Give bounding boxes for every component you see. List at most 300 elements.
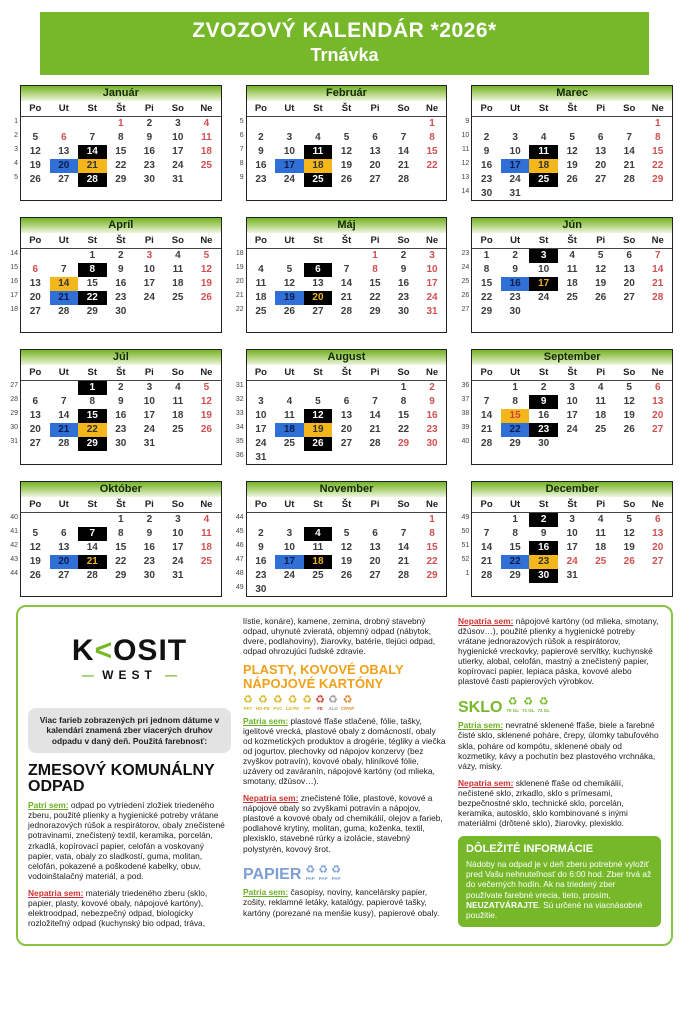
nepatria-sem-label: Nepatria sem: [28, 887, 84, 898]
sklo-recycle-icon [537, 697, 550, 714]
week-row [21, 569, 221, 583]
week-row [21, 555, 221, 569]
day-cell: 17 [426, 278, 438, 289]
week-row [21, 145, 221, 159]
recycle-code-label: PAP [318, 875, 328, 881]
day-cell: 23 [143, 556, 155, 567]
day-cell: 19 [595, 278, 607, 289]
weekday-label: Ne [651, 103, 664, 114]
month-december [459, 481, 673, 597]
day-cell: 10 [172, 132, 184, 143]
day-cell: 2 [483, 132, 490, 143]
day-cell: 28 [58, 438, 70, 449]
day-cell: 16 [143, 542, 155, 553]
day-cell: 13 [595, 146, 607, 157]
papier-nepatri-text: nápojové kartóny (od mlieka, smotany, džúsov…), použité plienky a hygienické potreby vrátane jednorazových rúšok a respirátorov, hygienické vreckovky, papierové servítky, kuchynské utierky, alobal, celofán, mastný a znečistený papier, kopírovací papier, lepiaca páska, kovové alebo plastové časti papierových výrobkov. [458, 616, 659, 687]
day-cell: 14 [86, 542, 98, 553]
day-cell: 9 [146, 528, 153, 539]
day-cell: 5 [343, 528, 350, 539]
day-cell: 12 [29, 146, 41, 157]
day-cell: 5 [32, 528, 39, 539]
kosit-logo [28, 636, 231, 682]
week-number: 39 [461, 424, 470, 431]
plasty-recycle-icon [328, 695, 338, 712]
day-cell: 7 [60, 264, 67, 275]
papier-patri-text: časopisy, noviny, kancelársky papier, zošity, reklamné letáky, katalógy, papierové tašky, kartóny (porezané na menšie kusy), papierové obaly. [243, 887, 440, 918]
month-title: Júl [21, 350, 221, 365]
day-cell: 14 [78, 145, 107, 159]
weekday-label: Ne [200, 499, 213, 510]
day-cell: 23 [481, 174, 493, 185]
nepatria-sem-label: Nepatria sem: [458, 616, 514, 626]
week-row [472, 395, 672, 409]
weekday-label: Pi [370, 103, 380, 114]
day-cell: 3 [146, 382, 153, 393]
weekday-label: Pi [596, 367, 606, 378]
day-cell: 18 [275, 423, 304, 437]
month-title: December [472, 482, 672, 497]
day-cell: 30 [529, 569, 558, 583]
day-cell: 4 [597, 514, 604, 525]
week-number: 38 [461, 410, 470, 417]
day-cell [192, 437, 221, 451]
day-cell: 6 [32, 396, 39, 407]
day-cell: 12 [623, 528, 635, 539]
week-row [472, 527, 672, 541]
weekday-label: Ne [425, 235, 439, 246]
day-cell [21, 249, 50, 263]
day-cell: 3 [429, 250, 435, 261]
day-cell: 22 [426, 160, 438, 171]
day-cell [615, 187, 644, 201]
week-number-column [234, 217, 246, 333]
day-cell: 10 [283, 146, 295, 157]
day-cell: 11 [312, 542, 324, 553]
weekday-header-row [247, 497, 447, 513]
day-cell: 20 [29, 292, 41, 303]
day-cell [586, 117, 615, 131]
day-cell: 21 [78, 159, 107, 173]
day-cell: 2 [429, 382, 435, 393]
day-cell: 26 [283, 306, 295, 317]
week-number: 18 [235, 250, 244, 257]
sklo-recycle-icon [522, 697, 535, 714]
section-title-komunal: ZMESOVÝ KOMUNÁLNY ODPAD [28, 761, 215, 796]
day-cell: 28 [481, 570, 493, 581]
day-cell: 31 [172, 570, 184, 581]
day-cell: 14 [58, 410, 70, 421]
week-number: 28 [10, 396, 18, 403]
weekday-label: Pi [144, 103, 154, 114]
month-september [459, 349, 673, 465]
day-cell: 31 [143, 438, 155, 449]
day-cell: 20 [652, 542, 664, 553]
sklo-recycle-icons [506, 697, 553, 714]
logo-dash-icon: — [81, 668, 94, 682]
week-row [21, 409, 221, 423]
day-cell: 4 [203, 514, 210, 525]
day-cell: 4 [175, 382, 181, 393]
day-cell: 6 [304, 263, 333, 277]
day-cell: 27 [58, 570, 70, 581]
week-row [247, 249, 447, 263]
day-cell: 6 [343, 396, 350, 407]
day-cell: 6 [626, 250, 632, 261]
day-cell: 26 [200, 424, 212, 435]
day-cell: 29 [369, 306, 381, 317]
weekday-label: Po [29, 499, 42, 510]
day-cell: 23 [397, 292, 410, 303]
day-cell: 7 [60, 396, 67, 407]
day-cell: 27 [369, 570, 381, 581]
weekday-label: St [87, 235, 98, 246]
day-cell: 1 [118, 118, 124, 129]
weekday-label: St [87, 367, 98, 378]
day-cell: 24 [509, 174, 521, 185]
day-cell: 27 [652, 556, 664, 567]
day-cell: 9 [118, 264, 124, 275]
weekday-label: Po [480, 103, 493, 114]
month-november [234, 481, 448, 597]
week-number: 5 [14, 174, 18, 181]
week-number-column [459, 85, 471, 201]
day-cell [21, 513, 50, 527]
recycle-code-label: FE [317, 705, 323, 711]
day-cell: 26 [623, 424, 635, 435]
day-cell: 27 [652, 424, 664, 435]
day-cell: 27 [369, 174, 381, 185]
weekday-label: St [87, 103, 98, 114]
day-cell: 4 [569, 250, 575, 261]
day-cell: 24 [426, 292, 438, 303]
weekday-label: Ut [58, 367, 69, 378]
patri-sem-label: Patrí sem: [28, 800, 69, 811]
day-cell: 10 [509, 146, 521, 157]
day-cell: 25 [312, 570, 324, 581]
day-cell: 10 [255, 410, 267, 421]
day-cell: 2 [146, 118, 153, 129]
day-cell [275, 451, 304, 465]
day-cell: 29 [78, 437, 107, 451]
plasty-patri-paragraph [243, 716, 446, 787]
nepatria-sem-label: Nepatria sem: [458, 777, 514, 788]
day-cell: 25 [172, 292, 184, 303]
day-cell: 1 [89, 250, 96, 261]
day-cell [247, 249, 276, 263]
day-cell: 8 [512, 396, 518, 407]
day-cell: 8 [654, 132, 661, 143]
day-cell: 29 [509, 438, 521, 449]
week-number: 13 [461, 174, 470, 181]
day-cell: 17 [566, 542, 578, 553]
week-number: 9 [465, 118, 470, 125]
weekday-label: St [87, 499, 98, 510]
day-cell: 3 [569, 514, 575, 525]
day-cell: 19 [623, 542, 635, 553]
week-number: 40 [461, 438, 470, 445]
month-box [246, 481, 448, 597]
day-cell: 2 [258, 528, 264, 539]
week-row [21, 291, 221, 305]
month-title: Máj [247, 218, 447, 233]
weekday-label: Po [254, 235, 267, 246]
day-cell: 1 [429, 118, 435, 129]
day-cell [304, 583, 333, 597]
plasty-nepatri-text: znečistené fólie, plastové, kovové a nápojové obaly so zvyškami potravín a nápojov, plastové a kovové obaly od chemikálií, olejov a farieb, podlahové krytiny, molitan, guma, koženka, textil, plexisklo, stavebné rúrky a izolácie, stavebný polystyrén, kovový šrot. [243, 793, 443, 854]
day-cell: 1 [654, 118, 661, 129]
day-cell: 29 [86, 306, 98, 317]
day-cell [558, 305, 587, 319]
multi-color-note: Viac farieb zobrazených pri jednom dátume v kalendári znamená zber viacerých druhov odpadu v daný deň. Použitá farebnosť: [28, 708, 231, 752]
day-cell: 25 [529, 173, 558, 187]
day-cell: 12 [29, 542, 41, 553]
day-cell: 19 [340, 160, 353, 171]
weekday-label: Ut [510, 367, 521, 378]
day-cell: 12 [340, 542, 353, 553]
weekday-label: Ut [510, 235, 521, 246]
day-cell: 23 [143, 160, 155, 171]
important-info-title: DÔLEŽITÉ INFORMÁCIE [466, 843, 594, 856]
plasty-recycle-icons [243, 695, 446, 712]
day-cell: 25 [304, 173, 333, 187]
weekday-label: Po [480, 499, 493, 510]
komunal-nepatri-continued: lístie, konáre), kamene, zemina, drobný stavebný odpad, uhynuté zvieratá, objemný odpad (nábytok, dvere, podlahoviny), žiarovky, batérie, tlejúci odpad, odpad ohrozujúci ľudské zdravie. [243, 616, 436, 657]
day-cell: 25 [595, 424, 607, 435]
recycle-triangle-icon: ♻ [287, 693, 298, 706]
day-cell: 18 [595, 410, 607, 421]
day-cell: 29 [115, 174, 127, 185]
weekday-label: St [313, 103, 323, 114]
day-cell: 18 [255, 292, 267, 303]
day-cell: 15 [78, 409, 107, 423]
day-cell: 25 [200, 556, 212, 567]
day-cell: 26 [29, 570, 41, 581]
week-number-column [234, 85, 246, 201]
info-column-2 [243, 616, 446, 935]
day-cell: 8 [78, 263, 107, 277]
day-cell: 15 [86, 278, 98, 289]
day-cell: 11 [172, 264, 184, 275]
day-cell: 7 [626, 132, 632, 143]
day-cell: 1 [78, 381, 107, 395]
week-row [472, 263, 672, 277]
day-cell [472, 117, 501, 131]
section-title-papier: PAPIER [243, 865, 302, 883]
day-cell: 25 [200, 160, 212, 171]
day-cell: 7 [372, 396, 378, 407]
week-row [247, 145, 447, 159]
weekday-label: St [538, 499, 549, 510]
weekday-label: So [397, 367, 410, 378]
day-cell: 23 [509, 292, 521, 303]
day-cell: 17 [501, 159, 530, 173]
day-cell: 30 [115, 306, 127, 317]
week-number: 49 [461, 514, 470, 521]
day-cell: 26 [340, 570, 353, 581]
day-cell: 7 [483, 528, 490, 539]
day-cell: 1 [372, 250, 378, 261]
recycle-code-label: 70 GL [506, 708, 519, 714]
day-cell: 13 [369, 146, 381, 157]
day-cell: 21 [481, 424, 493, 435]
weekday-label: So [171, 499, 184, 510]
week-number-column [8, 349, 20, 465]
day-cell [332, 381, 361, 395]
recycle-triangle-icon: ♻ [507, 696, 518, 709]
day-cell: 4 [315, 132, 321, 143]
day-cell: 11 [595, 528, 606, 539]
week-number: 52 [461, 556, 470, 563]
day-cell: 3 [175, 118, 181, 129]
weekday-label: Št [567, 499, 577, 510]
logo-text-left: K [71, 634, 95, 667]
day-cell: 6 [372, 528, 378, 539]
day-cell: 28 [369, 438, 381, 449]
day-cell: 28 [623, 174, 635, 185]
day-cell: 22 [397, 424, 410, 435]
weekday-label: St [313, 367, 323, 378]
patri-sem-label: Patria sem: [243, 887, 289, 898]
week-row [472, 159, 672, 173]
day-cell: 17 [255, 424, 267, 435]
day-cell: 21 [652, 278, 664, 289]
day-cell: 15 [426, 146, 438, 157]
day-cell: 20 [50, 555, 79, 569]
day-cell: 18 [200, 146, 212, 157]
weekday-header-row [247, 101, 447, 117]
weekday-label: So [397, 235, 410, 246]
day-cell: 6 [654, 382, 661, 393]
day-cell: 8 [429, 528, 435, 539]
recycle-code-label: PAP [305, 875, 315, 881]
day-cell: 26 [29, 174, 41, 185]
day-cell: 17 [275, 555, 304, 569]
day-cell: 20 [340, 424, 353, 435]
weekday-label: Št [341, 235, 352, 246]
day-cell: 16 [426, 410, 438, 421]
day-cell: 31 [509, 188, 521, 199]
month-title: Apríl [21, 218, 221, 233]
week-number: 15 [10, 264, 18, 271]
week-number: 6 [239, 132, 244, 139]
month-február [234, 85, 448, 201]
month-box [246, 349, 448, 465]
week-row [247, 381, 447, 395]
week-number: 4 [14, 160, 18, 167]
week-row [247, 437, 447, 451]
day-cell: 29 [481, 306, 493, 317]
weekday-label: So [397, 103, 410, 114]
week-number: 14 [10, 250, 18, 257]
day-cell: 28 [397, 570, 410, 581]
day-cell: 16 [538, 410, 550, 421]
week-number: 31 [235, 382, 244, 389]
week-row [21, 173, 221, 187]
week-row [247, 291, 447, 305]
day-cell: 28 [652, 292, 664, 303]
day-cell [192, 569, 221, 583]
recycle-triangle-icon: ♻ [538, 696, 549, 709]
day-cell [332, 513, 361, 527]
week-number: 23 [461, 250, 470, 257]
week-row [247, 513, 447, 527]
patri-sem-label: Patria sem: [458, 720, 504, 731]
day-cell: 27 [623, 292, 635, 303]
day-cell: 1 [118, 514, 124, 525]
day-cell: 4 [540, 132, 547, 143]
plasty-recycle-icon [243, 695, 253, 712]
day-cell: 2 [400, 250, 407, 261]
day-cell [361, 381, 390, 395]
week-number: 19 [235, 264, 244, 271]
day-cell: 23 [529, 555, 558, 569]
day-cell: 15 [115, 146, 127, 157]
day-cell: 31 [426, 306, 438, 317]
month-title: Marec [472, 86, 672, 101]
day-cell: 28 [397, 174, 410, 185]
day-cell: 14 [481, 410, 493, 421]
day-cell: 10 [566, 528, 578, 539]
week-row [247, 263, 447, 277]
week-number: 50 [461, 528, 470, 535]
week-row [472, 541, 672, 555]
day-cell [643, 187, 672, 201]
day-cell: 23 [255, 570, 267, 581]
day-cell: 10 [172, 528, 184, 539]
day-cell: 5 [32, 132, 39, 143]
recycle-triangle-icon: ♻ [342, 693, 353, 706]
day-cell: 15 [652, 146, 664, 157]
day-cell: 28 [78, 173, 107, 187]
day-cell: 4 [597, 382, 604, 393]
day-cell [529, 117, 558, 131]
weekday-label: Po [29, 367, 42, 378]
day-cell [615, 437, 644, 451]
month-marec [459, 85, 673, 201]
recycle-code-label: 72 GL [537, 708, 550, 714]
week-row [472, 291, 672, 305]
week-row [247, 527, 447, 541]
week-number: 22 [235, 306, 244, 313]
day-cell: 18 [172, 410, 184, 421]
plasty-recycle-icon [256, 695, 270, 712]
day-cell: 27 [340, 438, 353, 449]
day-cell: 2 [146, 514, 153, 525]
week-row [247, 451, 447, 465]
day-cell: 22 [501, 555, 530, 569]
week-row [21, 541, 221, 555]
day-cell [389, 451, 418, 465]
day-cell: 15 [397, 410, 410, 421]
week-row [21, 277, 221, 291]
week-number: 31 [10, 438, 18, 445]
day-cell: 11 [255, 278, 267, 289]
day-cell: 21 [397, 556, 410, 567]
day-cell: 3 [146, 250, 153, 261]
weekday-label: Ut [58, 103, 69, 114]
day-cell [361, 117, 390, 131]
weekday-label: Pi [144, 367, 154, 378]
day-cell: 9 [400, 264, 407, 275]
chevron-left-icon: < [94, 634, 114, 667]
day-cell: 7 [654, 250, 661, 261]
day-cell [389, 513, 418, 527]
day-cell: 13 [652, 396, 664, 407]
week-row [21, 131, 221, 145]
day-cell: 23 [115, 292, 127, 303]
week-number: 16 [10, 278, 18, 285]
day-cell [164, 305, 193, 319]
